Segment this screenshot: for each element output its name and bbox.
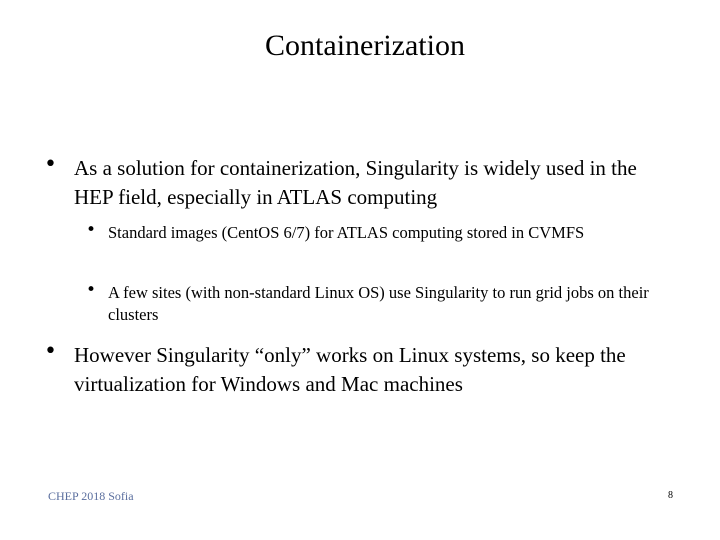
bullet-dot-icon: • [86, 220, 97, 240]
bullet-item [44, 341, 664, 399]
sub-bullet-item [86, 282, 656, 326]
bullet-text: However Singularity “only” works on Linux systems, so keep the virtualization for Windows and Mac machines [74, 343, 626, 396]
sub-bullet-text: A few sites (with non-standard Linux OS) use Singularity to run grid jobs on their clusters [108, 283, 649, 324]
page-number: 8 [668, 490, 673, 501]
footer-conference-label: CHEP 2018 Sofia [48, 489, 134, 503]
bullet-item [44, 154, 664, 212]
bullet-dot-icon: • [44, 339, 57, 364]
bullet-dot-icon: • [86, 280, 97, 300]
slide-title: Containerization [265, 29, 465, 62]
sub-bullet-text: Standard images (CentOS 6/7) for ATLAS computing stored in CVMFS [108, 223, 585, 242]
sub-bullet-item [86, 222, 656, 244]
bullet-text: As a solution for containerization, Singularity is widely used in the HEP field, especially in ATLAS computing [74, 156, 637, 209]
bullet-dot-icon: • [44, 152, 57, 177]
